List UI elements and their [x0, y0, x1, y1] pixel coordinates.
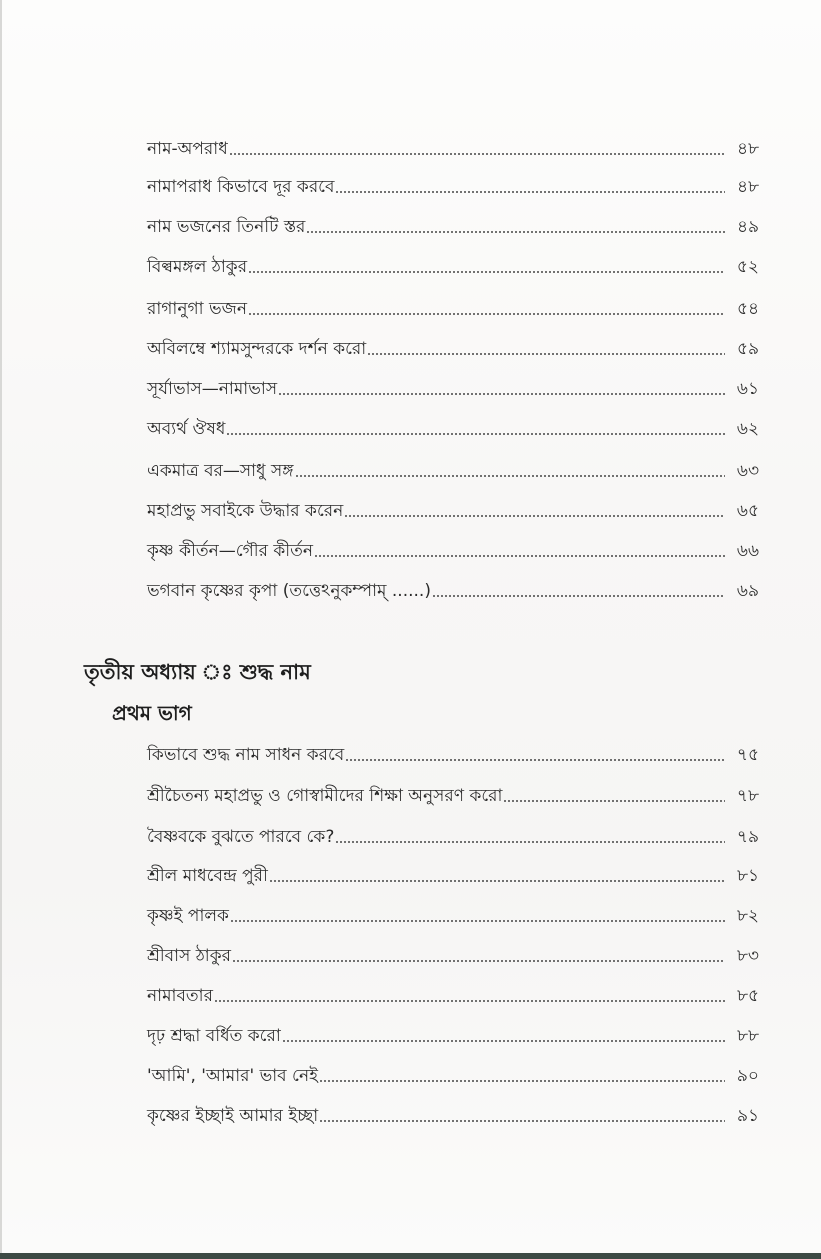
dot-leader	[367, 353, 725, 355]
toc-entry-page: ৫২	[736, 257, 759, 277]
toc-entry-title: কৃষ্ণ কীর্তন—গৌর কীর্তন	[147, 541, 314, 561]
toc-entry-title: নামাবতার	[147, 986, 213, 1006]
toc-entry-page: ৮৮	[736, 1026, 759, 1046]
toc-entry	[147, 1057, 759, 1087]
toc-entry-page: ৬৬	[736, 541, 759, 561]
dot-leader	[230, 920, 725, 922]
toc-entry	[147, 532, 759, 562]
toc-entry-title: সূর্যাভাস—নামাভাস	[147, 379, 278, 399]
dot-leader	[278, 393, 725, 395]
dot-leader	[335, 191, 725, 193]
toc-entry-page: ৯০	[736, 1066, 759, 1086]
dot-leader	[214, 1000, 725, 1002]
dot-leader	[232, 960, 725, 962]
toc-entry-title: বিল্বমঙ্গল ঠাকুর	[147, 257, 248, 277]
toc-entry-title: নামাপরাধ কিভাবে দূর করবে	[147, 177, 335, 197]
toc-entry	[147, 897, 759, 927]
toc-entry	[147, 777, 759, 807]
toc-entry	[147, 452, 759, 482]
toc-entry-title: ভগবান কৃষ্ণের কৃপা (তত্তেঽনুকম্পাম্ ......)	[147, 581, 431, 601]
toc-entry-page: ৭৮	[736, 786, 759, 806]
toc-entry-page: ৪৮	[736, 139, 759, 159]
toc-entry	[147, 208, 759, 238]
toc-entry	[147, 857, 759, 887]
dot-leader	[269, 880, 725, 882]
toc-entry-title: কৃষ্ণের ইচ্ছাই আমার ইচ্ছা	[147, 1106, 319, 1126]
toc-entry-page: ৬২	[736, 419, 759, 439]
toc-entry-title: শ্রীবাস ঠাকুর	[147, 946, 231, 966]
toc-entry	[147, 937, 759, 967]
toc-entry	[147, 290, 759, 320]
toc-entry-page: ৮১	[736, 866, 759, 886]
dot-leader	[295, 475, 726, 477]
dot-leader	[344, 515, 725, 517]
dot-leader	[345, 759, 725, 761]
dot-leader	[306, 231, 725, 233]
dot-leader	[432, 595, 725, 597]
toc-entry-title: শ্রীল মাধবেন্দ্র পুরী	[147, 866, 268, 886]
toc-entry-title: নাম-অপরাধ	[147, 139, 228, 159]
toc-entry-title: অবিলম্বে শ্যামসুন্দরকে দর্শন করো	[147, 339, 367, 359]
page-bottom-edge	[0, 1253, 821, 1259]
toc-entry	[147, 1017, 759, 1047]
toc-entry-page: ৭৫	[736, 745, 759, 765]
toc-entry	[147, 572, 759, 602]
toc-entry-title: দৃঢ় শ্রদ্ধা বর্ধিত করো	[147, 1026, 281, 1046]
toc-entry-title: কৃষ্ণই পালক	[147, 906, 229, 926]
toc-entry-page: ৮২	[736, 906, 759, 926]
toc-entry	[147, 736, 759, 766]
toc-entry-title: 'আমি', 'আমার' ভাব নেই	[147, 1066, 318, 1086]
toc-entry	[147, 492, 759, 522]
dot-leader	[319, 1080, 725, 1082]
toc-entry-page: ৭৯	[736, 827, 759, 847]
toc-entry	[147, 818, 759, 848]
toc-entry	[147, 330, 759, 360]
dot-leader	[503, 800, 725, 802]
dot-leader	[248, 313, 725, 315]
toc-entry	[147, 1097, 759, 1127]
toc-entry-title: বৈষ্ণবকে বুঝতে পারবে কে?	[147, 827, 335, 847]
dot-leader	[319, 1120, 725, 1122]
dot-leader	[229, 153, 725, 155]
dot-leader	[248, 271, 725, 273]
dot-leader	[226, 433, 725, 435]
chapter-heading: তৃতীয় অধ্যায় ঃ শুদ্ধ নাম	[84, 660, 311, 684]
toc-entry	[147, 248, 759, 278]
toc-entry-page: ৬৯	[736, 581, 759, 601]
toc-entry-title: অব্যর্থ ঔষধ	[147, 419, 226, 439]
toc-entry	[147, 410, 759, 440]
dot-leader	[282, 1040, 725, 1042]
toc-entry-title: নাম ভজনের তিনটি স্তর	[147, 217, 306, 237]
toc-entry	[147, 130, 759, 160]
toc-entry-page: ৮৫	[736, 986, 759, 1006]
toc-entry-title: শ্রীচৈতন্য মহাপ্রভু ও গোস্বামীদের শিক্ষা অনুসরণ করো	[147, 786, 503, 806]
toc-entry-title: রাগানুগা ভজন	[147, 299, 247, 319]
toc-entry-page: ৪৯	[736, 217, 759, 237]
toc-entry-title: একমাত্র বর—সাধু সঙ্গ	[147, 461, 294, 481]
toc-entry-page: ৪৮	[736, 177, 759, 197]
toc-entry-page: ৬৫	[736, 501, 759, 521]
toc-entry-page: ৫৯	[736, 339, 759, 359]
toc-entry-page: ৫৪	[736, 299, 759, 319]
dot-leader	[335, 841, 725, 843]
toc-entry-page: ৯১	[736, 1106, 759, 1126]
toc-entry-page: ৮৩	[736, 946, 759, 966]
toc-entry-title: কিভাবে শুদ্ধ নাম সাধন করবে	[147, 745, 345, 765]
toc-entry	[147, 977, 759, 1007]
dot-leader	[314, 555, 725, 557]
toc-entry-title: মহাপ্রভু সবাইকে উদ্ধার করেন	[147, 501, 344, 521]
toc-entry	[147, 168, 759, 198]
toc-entry-page: ৬১	[736, 379, 759, 399]
toc-entry-page: ৬৩	[736, 461, 759, 481]
part-heading: প্রথম ভাগ	[112, 701, 192, 725]
toc-entry	[147, 370, 759, 400]
